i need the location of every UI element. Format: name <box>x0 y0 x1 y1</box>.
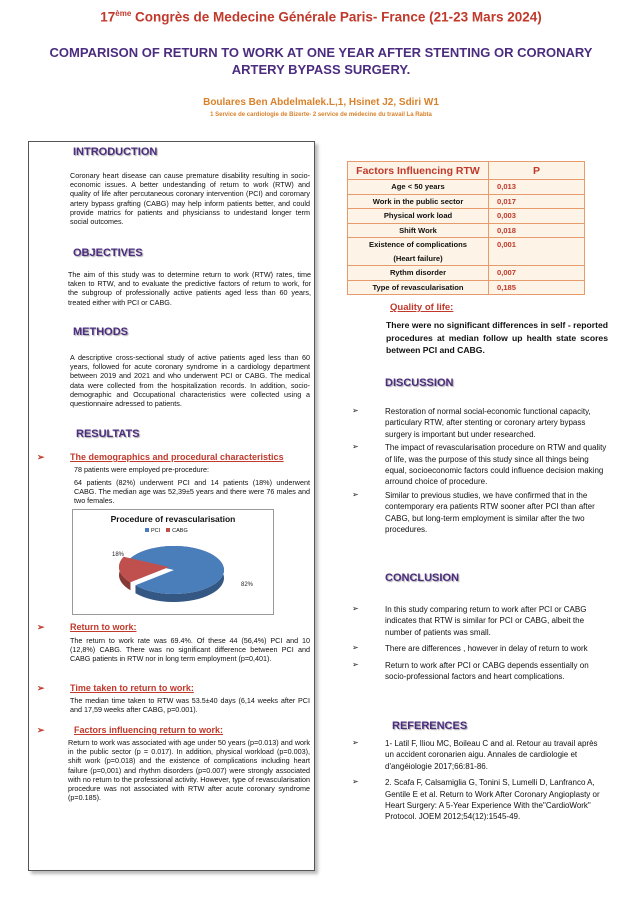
factors-text: Return to work was associated with age under 50 years (p=0.013) and work in the public sector (p = 0.017). In addition, physical workload (p=0.003), shift work (p=0.018) and the existence of complications including heart failure (p=0,001) and rhythm disorders (p=0.007) were strongly associated with no return to the professional activity. However, type of revascularisation procedure was not associated with RTW after acute coronary syndrome (p=0.185). <box>68 738 310 803</box>
time-to-return-text: The median time taken to RTW was 53.5±40 days (6,14 weeks after PCI and 17,59 weeks after CABG, p=0.001). <box>70 696 310 715</box>
table-row <box>348 280 585 295</box>
demographics-line: 78 patients were employed pre-procedure: <box>74 465 210 474</box>
table-cell-factor: (Heart failure) <box>348 252 489 266</box>
table-cell-factor: Rythm disorder <box>348 266 489 281</box>
table-cell-factor: Existence of complications <box>348 238 489 252</box>
table-header-row <box>348 162 585 180</box>
table-row <box>348 238 585 252</box>
arrow-bullet-icon: ➢ <box>352 442 359 452</box>
factors-title: Factors influencing return to work: <box>74 725 224 735</box>
conclusion-item-text: There are differences , however in delay of return to work <box>385 644 588 654</box>
poster-title: COMPARISON OF RETURN TO WORK AT ONE YEAR AFTER STENTING OR CORONARY ARTERY BYPASS SURGERY. <box>49 45 593 77</box>
list-item <box>352 406 608 440</box>
list-item <box>352 738 608 772</box>
references-list <box>352 738 608 823</box>
time-to-return-title: Time taken to return to work: <box>70 683 194 693</box>
congress-banner <box>0 9 642 25</box>
arrow-bullet-icon: ➢ <box>352 659 359 669</box>
table-cell-p: 0,013 <box>489 180 585 195</box>
demographics-title: The demographics and procedural characteristics <box>70 452 284 462</box>
table-row <box>348 252 585 266</box>
objectives-text: The aim of this study was to determine return to work (RTW) rates, time taken to RTW, and to evaluate the predictive factors of return to work, for the subgroup of professionally active patients aged less than 60 years, treated either with PCI or CABG. <box>68 270 311 307</box>
demographics-text: 64 patients (82%) underwent PCI and 14 patients (18%) underwent CABG. The median age was 52,39±5 years and there were 76 males and two females. <box>74 478 310 506</box>
revascularisation-chart <box>72 509 274 615</box>
affiliation: 1 Service de cardiologie de Bizerte- 2 service de médecine du travail La Rabta <box>210 112 432 118</box>
reference-text: 2. Scafa F, Calsamiglia G, Tonini S, Lumelli D, Lanfranco A, Gentile E et al. Return to Work After Coronary Angioplasty or Heart Surgery: A 5-Year Experience With the"CardioWork" Protocol. JOEM 2012;54(12):1545-49. <box>385 778 600 822</box>
authors: Boulares Ben Abdelmalek.L,1, Hsinet J2, Sdiri W1 <box>203 97 439 108</box>
congress-ordinal: 17 <box>100 9 116 25</box>
table-cell-p: 0,003 <box>489 209 585 224</box>
references-heading: REFERENCES <box>392 720 468 732</box>
discussion-item-text: Similar to previous studies, we have confirmed that in the contemporary era patients RTW sooner after PCI than after CABG, but long-term employment is similar after the two procedures. <box>385 490 595 535</box>
factors-table <box>347 161 585 295</box>
arrow-bullet-icon: ➢ <box>352 643 359 653</box>
discussion-heading: DISCUSSION <box>385 377 454 389</box>
pie-svg <box>73 510 273 614</box>
conclusion-item-text: Return to work after PCI or CABG depends essentially on socio-professional factors and heart complications. <box>385 660 589 682</box>
table-cell-p: 0,007 <box>489 266 585 281</box>
table-cell-factor: Age < 50 years <box>348 180 489 195</box>
table-row <box>348 194 585 209</box>
arrow-bullet-icon: ➢ <box>37 622 45 632</box>
arrow-bullet-icon: ➢ <box>37 452 45 462</box>
quality-of-life-text: There were no significant differences in self - reported procedures at median follow up health state scores between PCI and CABG. <box>386 320 608 355</box>
arrow-bullet-icon: ➢ <box>37 725 45 735</box>
table-header-factor: Factors Influencing RTW <box>348 162 489 180</box>
reference-text: 1- Latil F, Iliou MC, Boileau C and al. Retour au travail après un accident coronarien aigu. Annales de cardiologie et d'angéiologie 2017;66:81-86. <box>385 739 598 771</box>
chart-title: Procedure of revascularisation <box>110 514 236 524</box>
conclusion-item-text: In this study comparing return to work after PCI or CABG indicates that RTW is similar for PCI or CABG, albeit the number of patients was small. <box>385 605 587 637</box>
legend-label-cabg: CABG <box>172 528 188 534</box>
arrow-bullet-icon: ➢ <box>37 683 45 693</box>
introduction-text: Coronary heart disease can cause premature disability resulting in socio-economic issues. A better undestanding of return to work (RTW) and quality of life after percutaneous coronary intervention (PCI) and corornary artery bypass grafting (CABG) may help inform patients better, and could provide matrics for patients and physicianss to undestand longer term social outcomes. <box>70 171 310 227</box>
table-row <box>348 209 585 224</box>
objectives-heading: OBJECTIVES <box>73 247 143 259</box>
discussion-item-text: Restoration of normal social-economic functional capacity, particulary RTW, after stenting or coronary artery bypass surgery is important but under researched. <box>385 407 591 439</box>
table-cell-factor: Type of revascularisation <box>348 280 489 295</box>
table-header-p: P <box>489 162 585 180</box>
arrow-bullet-icon: ➢ <box>352 406 359 415</box>
table-cell-p: 0,017 <box>489 194 585 209</box>
arrow-bullet-icon: ➢ <box>352 489 359 499</box>
introduction-heading: INTRODUCTION <box>73 146 158 158</box>
table-row <box>348 266 585 281</box>
table-cell-factor: Work in the public sector <box>348 194 489 209</box>
arrow-bullet-icon: ➢ <box>352 738 359 747</box>
quality-of-life-heading: Quality of life: <box>390 302 454 313</box>
discussion-list <box>352 406 608 535</box>
conclusion-heading: CONCLUSION <box>385 572 459 584</box>
congress-ordinal-suffix: ème <box>115 9 132 18</box>
table-cell-p: 0,185 <box>489 280 585 295</box>
list-item <box>352 643 608 654</box>
list-item <box>352 660 608 683</box>
list-item <box>352 442 608 488</box>
table-row <box>348 180 585 195</box>
return-to-work-title: Return to work: <box>70 622 137 632</box>
table-cell-factor: Physical work load <box>348 209 489 224</box>
legend-label-pci: PCI <box>151 528 161 534</box>
results-heading: RESULTATS <box>76 428 140 440</box>
arrow-bullet-icon: ➢ <box>352 604 359 613</box>
pie-label-pci: 82% <box>241 582 254 588</box>
arrow-bullet-icon: ➢ <box>352 777 359 787</box>
table-cell-factor: Shift Work <box>348 223 489 238</box>
discussion-item-text: The impact of revascularisation procedure on RTW and quality of life, was the purpose of this study since all things being equal, socioeconomic factors could influence decision making arround choice of procedure. <box>385 443 607 487</box>
return-to-work-text: The return to work rate was 69.4%. Of these 44 (56,4%) PCI and 10 (12,8%) CABG. There was no significant difference between PCI and CABG patients in RTW nor in long term employment (p=0,401). <box>70 636 310 664</box>
table-cell-p: 0,018 <box>489 223 585 238</box>
list-item <box>352 490 608 536</box>
table-cell-p <box>489 252 585 266</box>
conclusion-list <box>352 604 608 682</box>
table-cell-p: 0,001 <box>489 238 585 252</box>
pie-label-cabg: 18% <box>112 552 125 558</box>
methods-heading: METHODS <box>73 326 128 338</box>
table-row <box>348 223 585 238</box>
list-item <box>352 604 608 638</box>
congress-name: Congrès de Medecine Générale Paris- France (21-23 Mars 2024) <box>131 9 542 25</box>
methods-text: A descriptive cross-sectional study of active patients aged less than 60 years, followed for acute coronary syndrome in a cardiology department between 2019 and 2021 and who underwent PCI or CABG. The medical data were collected from the hospitalization records. In addition, socio-demographic and Occupational characteristics were collected using a questionnaire adressed to patients. <box>70 353 310 409</box>
list-item <box>352 777 608 823</box>
